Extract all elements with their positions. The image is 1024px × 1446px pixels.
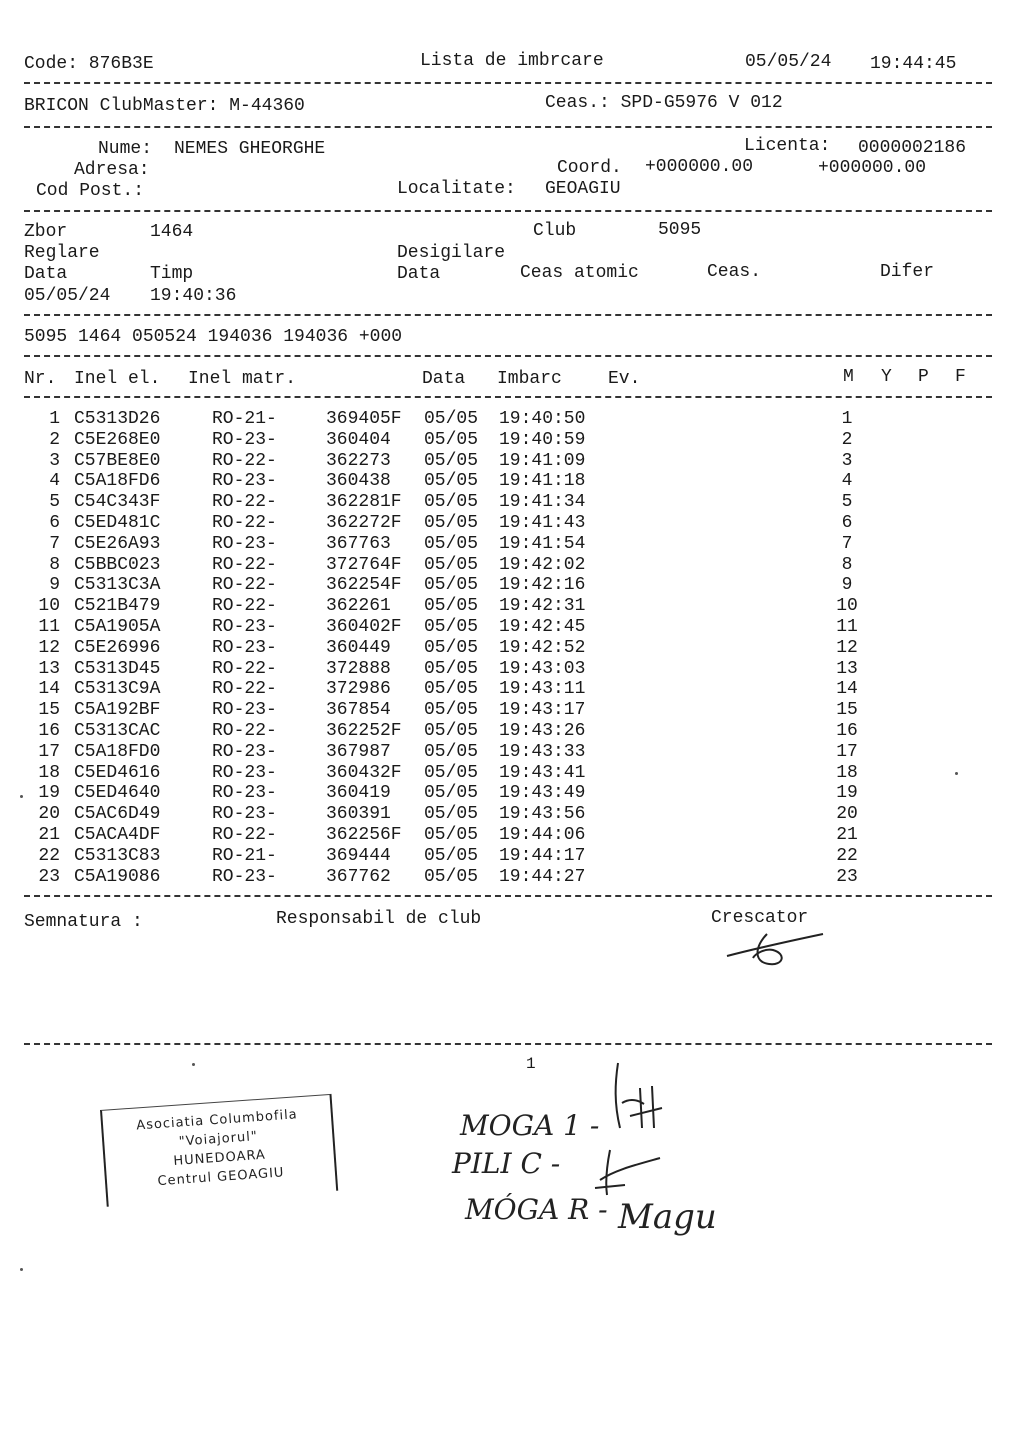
scan-speck — [192, 1063, 195, 1066]
divider — [24, 895, 992, 897]
electronic-ring: C5ED481C — [74, 513, 161, 533]
arrival-time: 19:41:34 — [499, 492, 586, 512]
electronic-ring: C5ED4616 — [74, 763, 161, 783]
arrival-time: 19:42:02 — [499, 555, 586, 575]
atomic-clock-label: Ceas atomic — [520, 263, 639, 283]
position-m: 17 — [836, 742, 858, 762]
col-header-nr: Nr. — [24, 369, 57, 389]
clock-id: Ceas.: SPD-G5976 V 012 — [545, 93, 783, 113]
scan-speck — [20, 1268, 23, 1271]
ring-number: 362272F — [326, 513, 402, 533]
arrival-time: 19:44:17 — [499, 846, 586, 866]
owner-name: NEMES GHEORGHE — [174, 139, 326, 159]
ring-prefix: RO-23- — [212, 804, 277, 824]
license-label: Licenta: — [744, 136, 831, 156]
ring-prefix: RO-23- — [212, 700, 277, 720]
position-m: 3 — [841, 451, 853, 471]
date-label: Data — [24, 264, 68, 284]
arrival-date: 05/05 — [424, 804, 479, 824]
row-number: 20 — [38, 804, 60, 824]
club-number: 5095 — [658, 220, 702, 240]
ring-prefix: RO-23- — [212, 534, 277, 554]
row-number: 14 — [38, 679, 60, 699]
desigilare-label: Desigilare — [397, 243, 506, 263]
position-m: 2 — [841, 430, 853, 450]
arrival-date: 05/05 — [424, 617, 479, 637]
clock-label: Ceas. — [707, 262, 762, 282]
position-m: 16 — [836, 721, 858, 741]
arrival-date: 05/05 — [424, 534, 479, 554]
header-time: 19:44:45 — [870, 54, 957, 74]
time-label: Timp — [150, 264, 194, 284]
arrival-time: 19:43:56 — [499, 804, 586, 824]
row-number: 10 — [38, 596, 60, 616]
divider — [24, 126, 992, 128]
row-number: 19 — [38, 783, 60, 803]
position-m: 13 — [836, 659, 858, 679]
difference-label: Difer — [880, 262, 935, 282]
document-code: Code: 876B3E — [24, 54, 154, 74]
arrival-time: 19:43:03 — [499, 659, 586, 679]
arrival-time: 19:43:26 — [499, 721, 586, 741]
arrival-date: 05/05 — [424, 846, 479, 866]
electronic-ring: C5A19086 — [74, 867, 161, 887]
ring-number: 360419 — [326, 783, 391, 803]
position-m: 22 — [836, 846, 858, 866]
arrival-date: 05/05 — [424, 451, 479, 471]
ring-number: 362273 — [326, 451, 391, 471]
stamp-line-4: Centrul GEOAGIU — [157, 1165, 285, 1190]
reglare-time: 19:40:36 — [150, 286, 237, 306]
electronic-ring: C5A18FD0 — [74, 742, 161, 762]
stamp-line-2: "Voiajorul" — [178, 1129, 259, 1150]
arrival-date: 05/05 — [424, 700, 479, 720]
row-number: 22 — [38, 846, 60, 866]
stamp-line-3: HUNEDOARA — [172, 1147, 267, 1169]
position-m: 18 — [836, 763, 858, 783]
col-header-inel-el: Inel el. — [74, 369, 161, 389]
club-label: Club — [533, 221, 577, 241]
row-number: 17 — [38, 742, 60, 762]
ring-number: 372764F — [326, 555, 402, 575]
postal-code-label: Cod Post.: — [36, 181, 145, 201]
divider — [24, 355, 992, 357]
electronic-ring: C5ACA4DF — [74, 825, 161, 845]
arrival-time: 19:43:17 — [499, 700, 586, 720]
electronic-ring: C521B479 — [74, 596, 161, 616]
position-m: 19 — [836, 783, 858, 803]
row-number: 12 — [38, 638, 60, 658]
arrival-time: 19:43:41 — [499, 763, 586, 783]
position-m: 21 — [836, 825, 858, 845]
position-m: 23 — [836, 867, 858, 887]
locality-value: GEOAGIU — [545, 179, 621, 199]
position-m: 12 — [836, 638, 858, 658]
row-number: 2 — [49, 430, 60, 450]
page-number: 1 — [526, 1055, 536, 1073]
col-header-imbarc: Imbarc — [497, 369, 562, 389]
col-header-f: F — [955, 367, 966, 387]
handwritten-signature-2 — [585, 1140, 665, 1200]
flight-label: Zbor — [24, 222, 68, 242]
ring-prefix: RO-22- — [212, 575, 277, 595]
position-m: 8 — [841, 555, 853, 575]
arrival-time: 19:43:33 — [499, 742, 586, 762]
ring-prefix: RO-23- — [212, 471, 277, 491]
locality-label: Localitate: — [397, 179, 516, 199]
position-m: 9 — [841, 575, 853, 595]
ring-prefix: RO-22- — [212, 555, 277, 575]
position-m: 14 — [836, 679, 858, 699]
arrival-date: 05/05 — [424, 825, 479, 845]
position-m: 7 — [841, 534, 853, 554]
arrival-time: 19:40:50 — [499, 409, 586, 429]
ring-prefix: RO-22- — [212, 679, 277, 699]
ring-prefix: RO-22- — [212, 451, 277, 471]
arrival-time: 19:44:06 — [499, 825, 586, 845]
row-number: 5 — [49, 492, 60, 512]
col-header-m: M — [843, 367, 854, 387]
coord-x: +000000.00 — [645, 157, 754, 177]
arrival-time: 19:43:11 — [499, 679, 586, 699]
row-number: 21 — [38, 825, 60, 845]
breeder-signature — [725, 928, 835, 973]
ring-prefix: RO-23- — [212, 763, 277, 783]
club-responsible-label: Responsabil de club — [276, 909, 482, 929]
position-m: 15 — [836, 700, 858, 720]
ring-prefix: RO-23- — [212, 638, 277, 658]
ring-number: 362256F — [326, 825, 402, 845]
handwritten-line-3: MÓGA R - — [465, 1193, 608, 1226]
device-name: BRICON ClubMaster: M-44360 — [24, 96, 305, 116]
ring-prefix: RO-23- — [212, 783, 277, 803]
arrival-date: 05/05 — [424, 638, 479, 658]
license-number: 0000002186 — [858, 138, 967, 158]
ring-prefix: RO-22- — [212, 659, 277, 679]
ring-number: 372888 — [326, 659, 391, 679]
electronic-ring: C57BE8E0 — [74, 451, 161, 471]
ring-prefix: RO-22- — [212, 513, 277, 533]
ring-number: 362254F — [326, 575, 402, 595]
ring-prefix: RO-22- — [212, 492, 277, 512]
arrival-date: 05/05 — [424, 575, 479, 595]
ring-number: 369444 — [326, 846, 391, 866]
arrival-date: 05/05 — [424, 659, 479, 679]
ring-prefix: RO-21- — [212, 846, 277, 866]
electronic-ring: C5313D26 — [74, 409, 161, 429]
divider — [24, 396, 992, 398]
arrival-date: 05/05 — [424, 492, 479, 512]
arrival-date: 05/05 — [424, 721, 479, 741]
ring-number: 362261 — [326, 596, 391, 616]
electronic-ring: C5A192BF — [74, 700, 161, 720]
ring-prefix: RO-22- — [212, 721, 277, 741]
electronic-ring: C5313C3A — [74, 575, 161, 595]
row-number: 1 — [49, 409, 60, 429]
ring-number: 369405F — [326, 409, 402, 429]
document-title: Lista de imbrcare — [420, 51, 604, 71]
row-number: 9 — [49, 575, 60, 595]
arrival-time: 19:44:27 — [499, 867, 586, 887]
arrival-time: 19:41:09 — [499, 451, 586, 471]
row-number: 3 — [49, 451, 60, 471]
ring-number: 367854 — [326, 700, 391, 720]
ring-number: 360391 — [326, 804, 391, 824]
col-header-inel-matr: Inel matr. — [188, 369, 297, 389]
position-m: 5 — [841, 492, 853, 512]
row-number: 6 — [49, 513, 60, 533]
row-number: 18 — [38, 763, 60, 783]
position-m: 1 — [841, 409, 853, 429]
ring-number: 360404 — [326, 430, 391, 450]
club-stamp — [100, 1094, 338, 1207]
ring-number: 360402F — [326, 617, 402, 637]
ring-number: 372986 — [326, 679, 391, 699]
electronic-ring: C5E26A93 — [74, 534, 161, 554]
position-m: 4 — [841, 471, 853, 491]
arrival-time: 19:42:16 — [499, 575, 586, 595]
position-m: 6 — [841, 513, 853, 533]
ring-number: 362252F — [326, 721, 402, 741]
col-header-ev: Ev. — [608, 369, 641, 389]
row-number: 23 — [38, 867, 60, 887]
col-header-p: P — [918, 367, 929, 387]
electronic-ring: C5ED4640 — [74, 783, 161, 803]
row-number: 11 — [38, 617, 60, 637]
arrival-time: 19:41:18 — [499, 471, 586, 491]
address-label: Adresa: — [74, 160, 150, 180]
ring-number: 367762 — [326, 867, 391, 887]
ring-number: 362281F — [326, 492, 402, 512]
handwritten-line-2: PILI C - — [452, 1147, 561, 1180]
electronic-ring: C5313D45 — [74, 659, 161, 679]
arrival-time: 19:42:45 — [499, 617, 586, 637]
ring-number: 367987 — [326, 742, 391, 762]
electronic-ring: C5BBC023 — [74, 555, 161, 575]
arrival-time: 19:43:49 — [499, 783, 586, 803]
ring-prefix: RO-23- — [212, 430, 277, 450]
ring-prefix: RO-23- — [212, 742, 277, 762]
reglare-date: 05/05/24 — [24, 286, 111, 306]
arrival-date: 05/05 — [424, 513, 479, 533]
col-header-data: Data — [422, 369, 466, 389]
ring-number: 360438 — [326, 471, 391, 491]
arrival-date: 05/05 — [424, 596, 479, 616]
ring-number: 360432F — [326, 763, 402, 783]
electronic-ring: C5313C9A — [74, 679, 161, 699]
arrival-date: 05/05 — [424, 679, 479, 699]
coord-y: +000000.00 — [818, 158, 927, 178]
row-number: 4 — [49, 471, 60, 491]
header-date: 05/05/24 — [745, 52, 832, 72]
position-m: 20 — [836, 804, 858, 824]
divider — [24, 82, 992, 84]
arrival-date: 05/05 — [424, 783, 479, 803]
ring-prefix: RO-23- — [212, 867, 277, 887]
ring-number: 360449 — [326, 638, 391, 658]
handwritten-signature-1 — [600, 1058, 670, 1138]
electronic-ring: C5E26996 — [74, 638, 161, 658]
arrival-date: 05/05 — [424, 742, 479, 762]
handwritten-signature-3: Magu — [618, 1197, 717, 1237]
electronic-ring: C5A1905A — [74, 617, 161, 637]
arrival-time: 19:42:31 — [499, 596, 586, 616]
scan-speck — [955, 772, 958, 775]
divider — [24, 314, 992, 316]
row-number: 15 — [38, 700, 60, 720]
arrival-date: 05/05 — [424, 471, 479, 491]
arrival-time: 19:41:54 — [499, 534, 586, 554]
electronic-ring: C5313CAC — [74, 721, 161, 741]
position-m: 11 — [836, 617, 858, 637]
breeder-label: Crescator — [711, 908, 809, 928]
control-code-line: 5095 1464 050524 194036 194036 +000 — [24, 327, 403, 347]
electronic-ring: C5313C83 — [74, 846, 161, 866]
unseal-date-label: Data — [397, 264, 441, 284]
arrival-date: 05/05 — [424, 555, 479, 575]
ring-prefix: RO-23- — [212, 617, 277, 637]
name-label: Nume: — [98, 139, 153, 159]
signature-label: Semnatura : — [24, 912, 143, 932]
handwritten-line-1: MOGA 1 - — [460, 1109, 600, 1142]
divider — [24, 210, 992, 212]
position-m: 10 — [836, 596, 858, 616]
arrival-time: 19:40:59 — [499, 430, 586, 450]
electronic-ring: C5E268E0 — [74, 430, 161, 450]
arrival-date: 05/05 — [424, 430, 479, 450]
electronic-ring: C5A18FD6 — [74, 471, 161, 491]
row-number: 8 — [49, 555, 60, 575]
coord-label: Coord. — [557, 158, 622, 178]
ring-prefix: RO-22- — [212, 596, 277, 616]
arrival-time: 19:41:43 — [499, 513, 586, 533]
arrival-date: 05/05 — [424, 409, 479, 429]
reglare-label: Reglare — [24, 243, 100, 263]
row-number: 16 — [38, 721, 60, 741]
row-number: 7 — [49, 534, 60, 554]
stamp-line-1: Asociatia Columbofila — [135, 1107, 299, 1134]
ring-prefix: RO-21- — [212, 409, 277, 429]
arrival-time: 19:42:52 — [499, 638, 586, 658]
scan-speck — [20, 795, 23, 798]
arrival-date: 05/05 — [424, 763, 479, 783]
electronic-ring: C54C343F — [74, 492, 161, 512]
row-number: 13 — [38, 659, 60, 679]
electronic-ring: C5AC6D49 — [74, 804, 161, 824]
flight-number: 1464 — [150, 222, 194, 242]
arrival-date: 05/05 — [424, 867, 479, 887]
col-header-y: Y — [881, 367, 892, 387]
ring-number: 367763 — [326, 534, 391, 554]
divider — [24, 1043, 992, 1045]
ring-prefix: RO-22- — [212, 825, 277, 845]
